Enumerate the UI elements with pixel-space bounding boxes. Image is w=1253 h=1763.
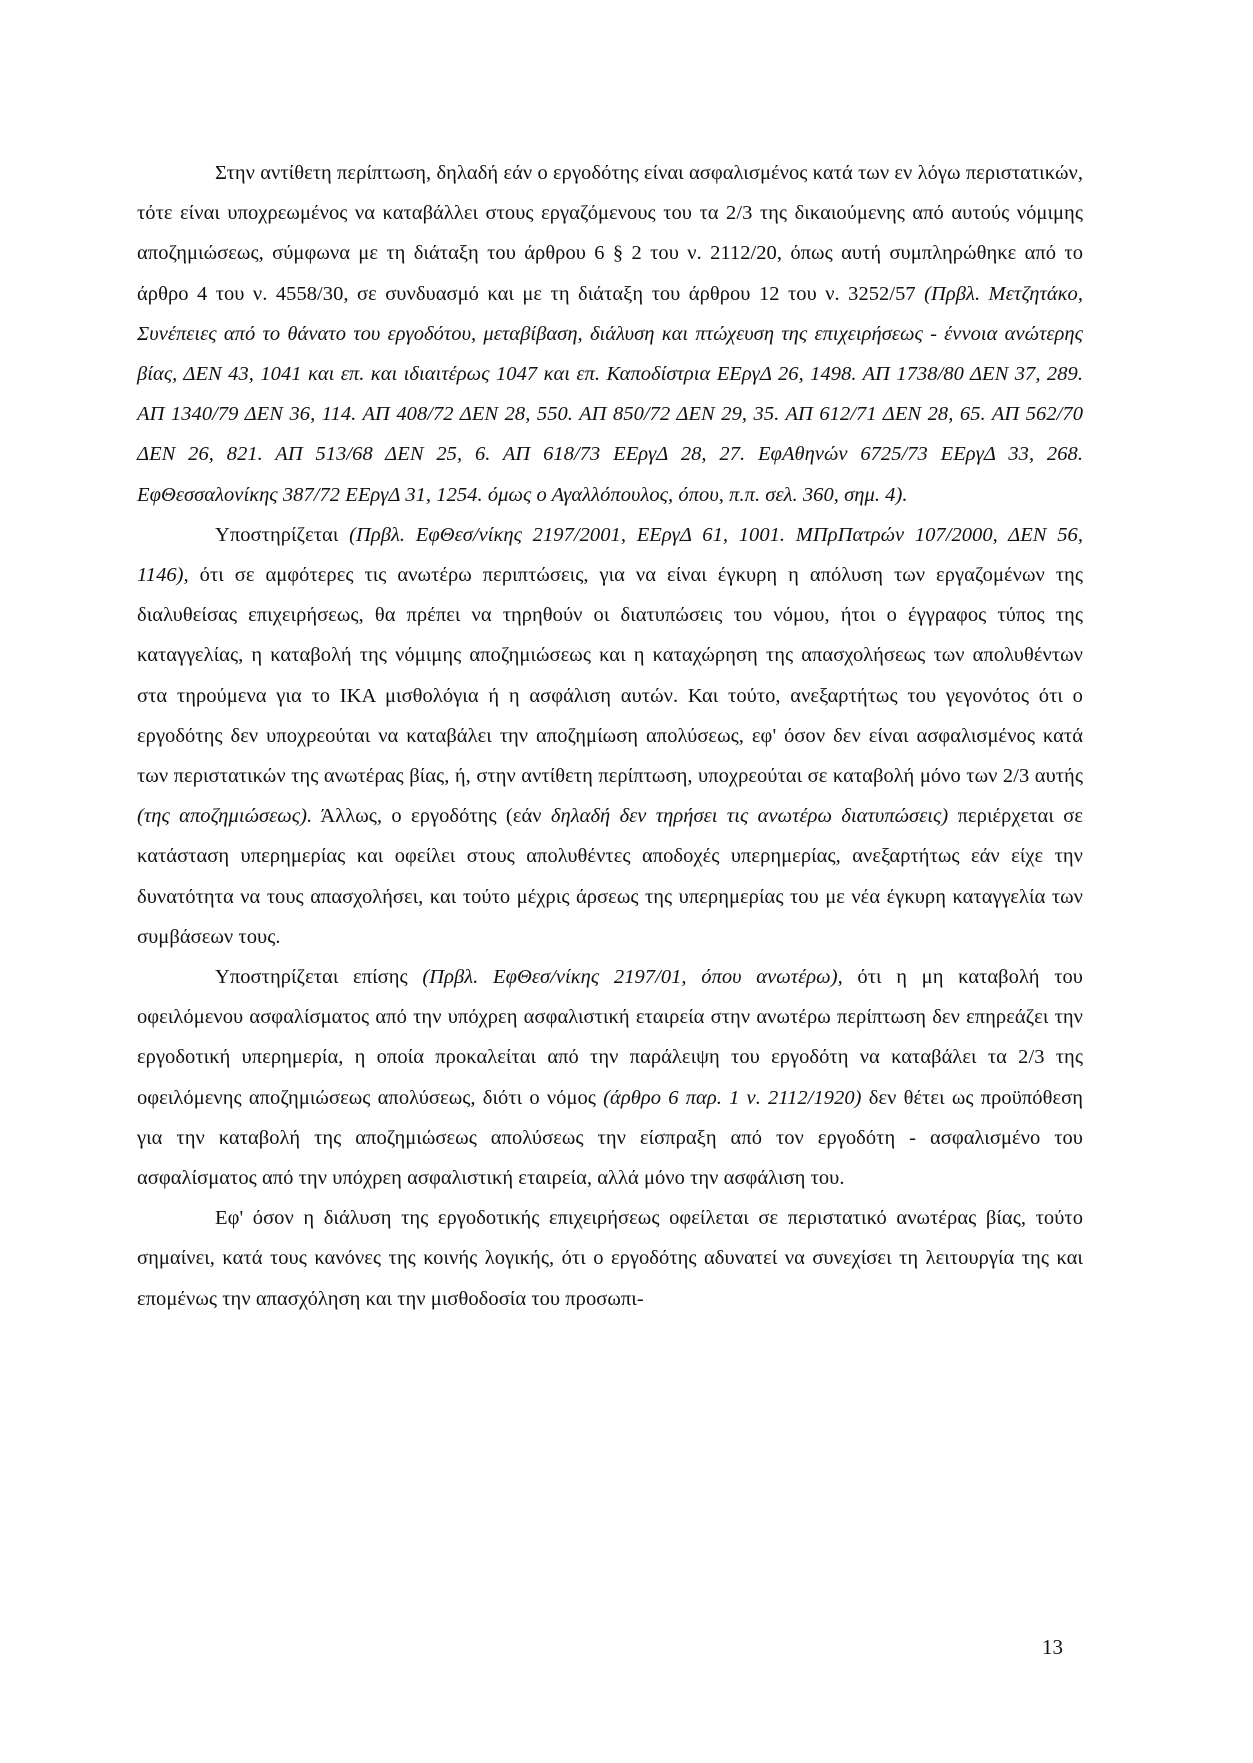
page-number: 13 (1042, 1635, 1063, 1659)
paragraph-3 (137, 957, 1083, 1198)
paragraph-1 (137, 153, 1083, 515)
paragraph-2-text-3: Άλλως, ο εργοδότης (εάν (312, 805, 551, 828)
paragraph-2-citations: (Πρβλ. ΕφΘεσ/νίκης 2197/2001, ΕΕργΔ 61, 1001. ΜΠρΠατρών 107/2000, ΔΕΝ 56, 1146), (137, 523, 1083, 587)
paragraph-3-law-reference: (άρθρο 6 παρ. 1 ν. 2112/1920) (603, 1086, 862, 1109)
paragraph-1-text: Στην αντίθετη περίπτωση, δηλαδή εάν ο εργοδότης είναι ασφαλισμένος κατά των εν λόγω περιστατικών, τότε είναι υποχρεωμένος να καταβάλλει στους εργαζόμενους του τα 2/3 της δικαιούμενης από αυτούς νόμιμης αποζημιώσεως, σύμφωνα με τη διάταξη του άρθρου 6 § 2 του ν. 2112/20, όπως αυτή συμπληρώθηκε από το άρθρο 4 του ν. 4558/30, σε συνδυασμό και με τη διάταξη του άρθρου 12 του ν. 3252/57 (137, 162, 1083, 305)
paragraph-4 (137, 1198, 1083, 1319)
paragraph-2-italic-2: δηλαδή δεν τηρήσει τις ανωτέρω διατυπώσεις) (550, 805, 949, 828)
paragraph-3-text-1: Υποστηρίζεται επίσης (215, 966, 423, 989)
paragraph-3-text-3: δεν θέτει ως προϋπόθεση για την καταβολή της αποζημιώσεως απολύσεως την είσπραξη από τον εργοδότη - ασφαλισμένο του ασφαλίσματος από την υπόχρεη ασφαλιστική εταιρεία, αλλά μόνο την ασφάλιση του. (137, 1086, 1083, 1190)
paragraph-2 (137, 515, 1083, 957)
paragraph-2-text-1: Υποστηρίζεται (215, 523, 350, 546)
paragraph-2-text-4: περιέρχεται σε κατάσταση υπερημερίας και οφείλει στους απολυθέντες αποδοχές υπερημερίας, ανεξαρτήτως εάν είχε την δυνατότητα να τους απασχολήσει, και τούτο μέχρις άρσεως της υπερημερίας του με νέα έγκυρη καταγγελία των συμβάσεων τους. (137, 805, 1083, 948)
document-body (137, 153, 1083, 1319)
paragraph-2-text-2: ότι σε αμφότερες τις ανωτέρω περιπτώσεις, για να είναι έγκυρη η απόλυση των εργαζομένων της διαλυθείσας επιχειρήσεως, θα πρέπει να τηρηθούν οι διατυπώσεις του νόμου, ήτοι ο έγγραφος τύπος της καταγγελίας, η καταβολή της νόμιμης αποζημιώσεως και η καταχώρηση της απασχολήσεως των απολυθέντων στα τηρούμενα για το ΙΚΑ μισθολόγια ή η ασφάλιση αυτών. Και τούτο, ανεξαρτήτως του γεγονότος ότι ο εργοδότης δεν υποχρεούται να καταβάλει την αποζημίωση απολύσεως, εφ' όσον δεν είναι ασφαλισμένος κατά των περιστατικών της ανωτέρας βίας, ή, στην αντίθετη περίπτωση, υποχρεούται σε καταβολή μόνο των 2/3 αυτής (137, 564, 1083, 788)
paragraph-3-text-2: ότι η μη καταβολή του οφειλόμενου ασφαλίσματος από την υπόχρεη ασφαλιστική εταιρεία στην ανωτέρω περίπτωση δεν επηρεάζει την εργοδοτική υπερημερία, η οποία προκαλείται από την παράλειψη του εργοδότη να καταβάλει τα 2/3 της οφειλόμενης αποζημιώσεως απολύσεως, διότι ο νόμος (137, 966, 1083, 1109)
paragraph-4-text: Εφ' όσον η διάλυση της εργοδοτικής επιχειρήσεως οφείλεται σε περιστατικό ανωτέρας βίας, τούτο σημαίνει, κατά τους κανόνες της κοινής λογικής, ότι ο εργοδότης αδυνατεί να συνεχίσει τη λειτουργία της και επομένως την απασχόληση και την μισθοδοσία του προσωπι- (137, 1207, 1083, 1310)
paragraph-1-citations: (Πρβλ. Μετζητάκο, Συνέπειες από το θάνατο του εργοδότου, μεταβίβαση, διάλυση και πτώχευση της επιχειρήσεως - έννοια ανώτερης βίας, ΔΕΝ 43, 1041 και επ. και ιδιαιτέρως 1047 και επ. Καποδίστρια ΕΕργΔ 26, 1498. ΑΠ 1738/80 ΔΕΝ 37, 289. ΑΠ 1340/79 ΔΕΝ 36, 114. ΑΠ 408/72 ΔΕΝ 28, 550. ΑΠ 850/72 ΔΕΝ 29, 35. ΑΠ 612/71 ΔΕΝ 28, 65. ΑΠ 562/70 ΔΕΝ 26, 821. ΑΠ 513/68 ΔΕΝ 25, 6. ΑΠ 618/73 ΕΕργΔ 28, 27. ΕφΑθηνών 6725/73 ΕΕργΔ 33, 268. ΕφΘεσσαλονίκης 387/72 ΕΕργΔ 31, 1254. όμως ο Αγαλλόπουλος, όπου, π.π. σελ. 360, σημ. 4). (137, 282, 1084, 506)
paragraph-2-italic-1: (της αποζημιώσεως). (137, 805, 313, 828)
paragraph-3-citations: (Πρβλ. ΕφΘεσ/νίκης 2197/01, όπου ανωτέρω), (422, 966, 843, 989)
